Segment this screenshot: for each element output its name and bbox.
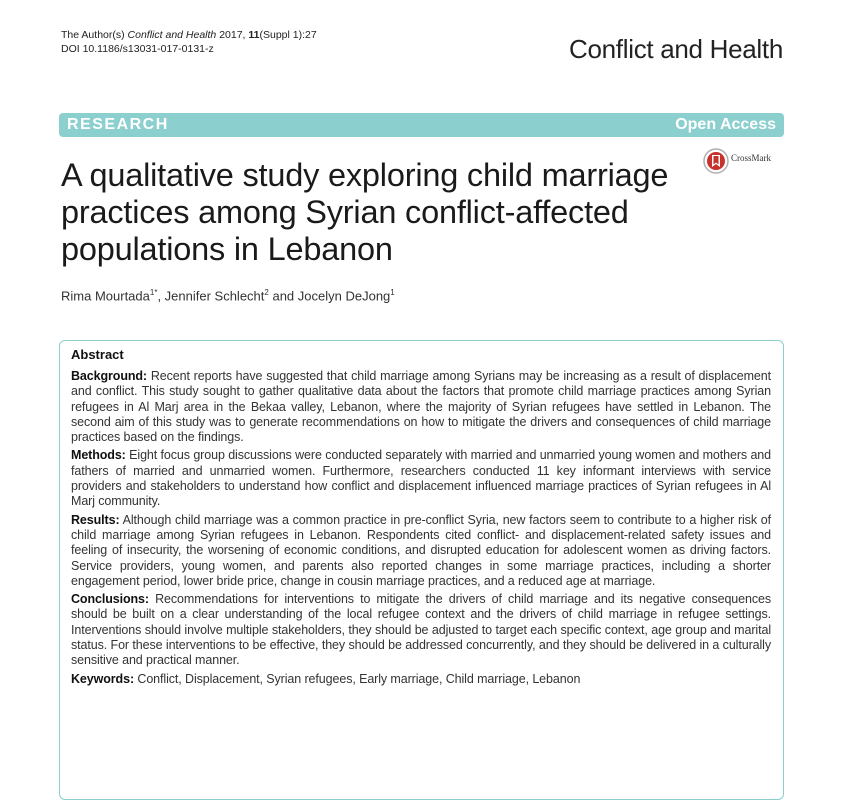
journal-name: Conflict and Health — [569, 34, 783, 64]
results-label: Results: — [71, 512, 120, 527]
citation-volume: 11 — [248, 29, 260, 41]
author-separator: and — [268, 288, 298, 304]
background-text: Recent reports have suggested that child marriage among Syrians may be increasing as a result of displacement and conflict. This study sought to gather qualitative data about the factors that promote child marriage practices among Syrian refugees in Al Marj area in the Bekaa valley, Lebanon, where the majority of Syrian refugees have settled in Lebanon. The second aim of this study was to generate recommendations on how to mitigate the drivers and consequences of child marriage practices based on the findings. — [71, 369, 771, 445]
abstract-box — [59, 340, 784, 800]
doi[interactable]: DOI 10.1186/s13031-017-0131-z — [61, 42, 214, 55]
conclusions-label: Conclusions: — [71, 592, 149, 607]
affiliation-sup: 1 — [390, 288, 395, 297]
citation-line — [61, 29, 317, 43]
background-label: Background: — [71, 369, 147, 383]
citation-prefix: The Author(s) — [61, 29, 125, 41]
methods-label: Methods: — [71, 448, 126, 463]
citation-year: 2017, — [219, 29, 246, 41]
author-name[interactable]: Jennifer Schlecht — [164, 288, 265, 304]
affiliation-sup: 1* — [149, 288, 158, 297]
citation-issue: (Suppl 1):27 — [259, 29, 317, 41]
crossmark-label: CrossMark — [731, 153, 771, 163]
crossmark-icon — [703, 148, 729, 174]
author-separator: , — [157, 288, 165, 304]
abstract-heading: Abstract — [71, 347, 124, 362]
abstract-conclusions — [71, 592, 771, 668]
author-name[interactable]: Rima Mourtada — [61, 288, 150, 304]
keywords-label: Keywords: — [71, 671, 135, 686]
open-access-label: Open Access — [675, 116, 776, 133]
crossmark-badge[interactable] — [703, 148, 771, 174]
author-name[interactable]: Jocelyn DeJong — [297, 288, 391, 304]
author-list — [61, 288, 395, 303]
conclusions-text: Recommendations for interventions to mitigate the drivers of child marriage and its negative consequences should be built on a clear understanding of the local refugee context and the drivers of child marriage in refugee settings. Interventions should involve multiple stakeholders, they should be adjusted to target each specific context, age group and marital status. For these interventions to be effective, they should be addressed concurrently, and they should be delivered in a culturally sensitive and practical manner. — [71, 592, 772, 668]
abstract-keywords — [71, 672, 771, 687]
affiliation-sup: 2 — [264, 288, 269, 297]
abstract-results — [71, 513, 771, 589]
abstract-methods — [71, 448, 771, 509]
citation-journal: Conflict and Health — [127, 29, 217, 41]
keywords-text: Conflict, Displacement, Syrian refugees, Early marriage, Child marriage, Lebanon — [137, 671, 581, 686]
section-label: RESEARCH — [67, 116, 169, 133]
results-text: Although child marriage was a common practice in pre-conflict Syria, new factors seem to contribute to a higher risk of child marriage among Syrian refugees in Lebanon. Respondents cited conflict- and displacement-related safety issues and feeling of insecurity, the worsening of economic conditions, and disrupted education for adolescent women as driving factors. Service providers, young women, and parents also reported changes in some marriage practices, including a shorter engagement period, lower bride price, change in cousin marriage practices, and a reduced age at marriage. — [71, 512, 771, 588]
methods-text: Eight focus group discussions were conducted separately with married and unmarried young women and mothers and fathers of married and unmarried women. Furthermore, researchers conducted 11 key informant interviews with service providers and stakeholders to understand how conflict and displacement influenced marriage practices of Syrian refugees in Al Marj community. — [71, 448, 771, 509]
article-title: A qualitative study exploring child marriage practices among Syrian conflict-affected populations in Lebanon — [61, 157, 669, 267]
section-banner — [59, 113, 784, 137]
citation-block — [61, 29, 317, 56]
abstract-background — [71, 369, 771, 445]
